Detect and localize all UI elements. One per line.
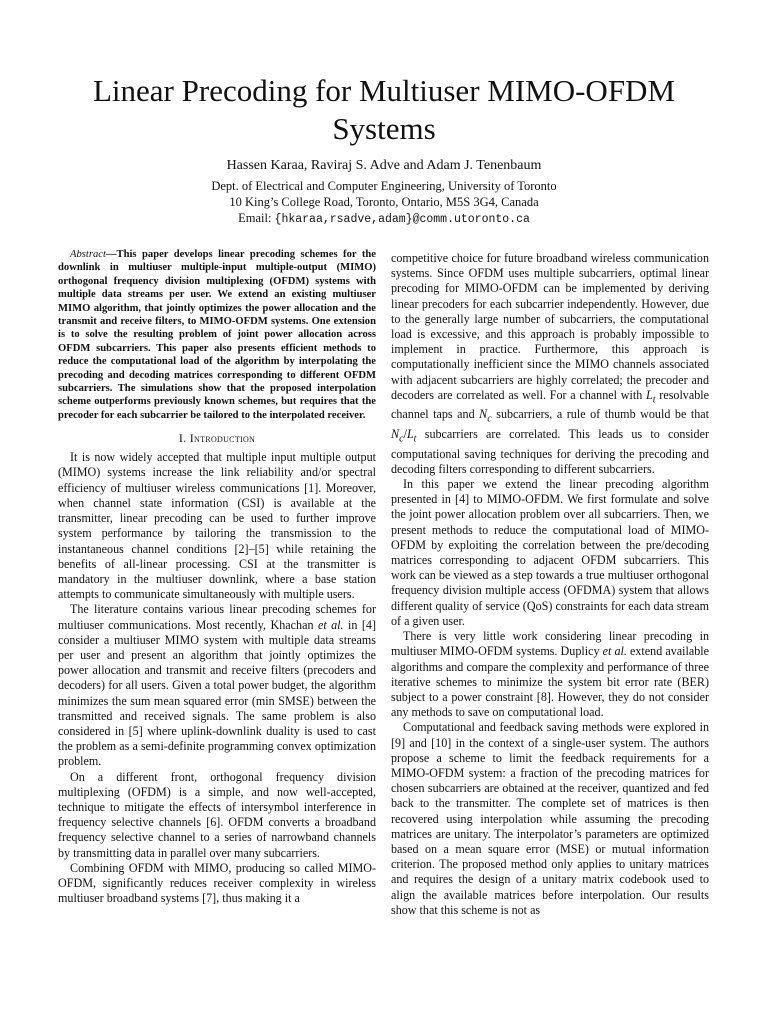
affiliation-department: Dept. of Electrical and Computer Engineering, University of Toronto [211,179,557,193]
paragraph [58,602,376,769]
text-run: subcarriers are correlated. This leads us to consider computational saving techniques for deriving the precoding and decoding filters corresponding to different subcarriers. [391,427,709,476]
paragraph: Combining OFDM with MIMO, producing so called MIMO-OFDM, significantly reduces receiver complexity in wireless multiuser broadband systems [7], thus making it a [58,860,376,906]
paragraph [391,251,709,477]
math-sub-t: t [413,433,417,445]
text-run: resolvable channel taps and [391,387,709,422]
left-column [58,248,376,906]
affiliation-address: 10 King’s College Road, Toronto, Ontario, M5S 3G4, Canada [229,195,539,209]
abstract [58,248,376,422]
paragraph [391,629,709,720]
section-heading-introduction: I. Introduction [178,431,256,446]
et-al: et al. [317,617,344,632]
author-list: Hassen Karaa, Raviraj S. Adve and Adam J. Tenenbaum [226,158,542,173]
abstract-dash: — [105,249,117,260]
math-slash: / [403,427,407,442]
paragraph: In this paper we extend the linear precoding algorithm presented in [4] to MIMO-OFDM. We first formulate and solve the joint power allocation problem over all subcarriers. Then, we present methods to reduce the computational load of MIMO-OFDM by exploiting the correlation between the pre/decoding matrices corresponding to adjacent OFDM subcarriers. This work can be viewed as a step towards a true multiuser orthogonal frequency division multiple access (OFDMA) system that allows different quality of service (QoS) constraints for each data stream of a given user. [391,477,709,628]
text-run: competitive choice for future broadband wireless communication systems. Since OFDM uses multiple subcarriers, optimal linear precoding for MIMO-OFDM can be implemented by deriving linear precoders for each subcarrier independently. However, due to the generally large number of subcarriers, the computational load is excessive, and this approach is probably impossible to implement in practice. Furthermore, this approach is computationally inefficient since the MIMO channels associated with adjacent subcarriers are highly correlated; the precoder and decoders are correlated as well. For a channel with [391,251,709,402]
text-run: in [4] consider a multiuser MIMO system with multiple data streams per user and present an algorithm that jointly optimizes the power allocation and transmit and receive filters (precoders and decoders) for all users. Given a total power budget, the algorithm minimizes the sum mean squared error (min SMSE) between the transmitted and received signals. The same problem is also considered in [5] where uplink-downlink duality is used to cast the problem as a semi-definite programming convex optimization problem. [58,617,376,769]
math-sub-c: c [399,433,404,445]
math-L: L [646,387,653,402]
text-run: extend available algorithms and compare the complexity and performance of three iterative schemes to minimize the system bit error rate (BER) subject to a power constraint [8]. However, they do not consider any methods to save on computational load. [391,644,709,720]
text-run: The literature contains various linear precoding schemes for multiuser communications. Most recently, Khachan [58,602,376,632]
email-address: {hkaraa,rsadve,adam}@comm.utoronto.ca [274,213,530,226]
paper-title: Linear Precoding for Multiuser MIMO-OFDM Systems [92,73,676,146]
right-column [391,251,709,918]
math-sub-c: c [487,413,492,425]
paragraph: Computational and feedback saving methods were explored in [9] and [10] in the context of a single-user system. The authors propose a scheme to limit the feedback requirements for a MIMO-OFDM system: a fraction of the precoding matrices for chosen subcarriers are obtained at the receiver, quantized and fed back to the transmitter. The complete set of matrices is then recovered using interpolation while assuming the precoding matrices are unitary. The interpolator’s parameters are optimized based on a mean square error (MSE) or mutual information criterion. The proposed method only applies to unitary matrices and requires the design of a unitary matrix codebook used to align the available matrices before interpolation. Our results show that this scheme is not as [391,720,709,917]
email-label: Email: [238,211,275,225]
text-run: There is very little work considering linear precoding in multiuser MIMO-OFDM systems. Duplicy [391,629,709,659]
abstract-label: Abstract [70,249,106,260]
author-email [60,210,708,228]
math-N: N [391,427,400,442]
paragraph: It is now widely accepted that multiple input multiple output (MIMO) systems increase the link reliability and/or spectral efficiency of multiuser wireless communications [1]. Moreover, when channel state information (CSI) is available at the transmitter, linear precoding can be used to further improve system performance by tailoring the transmission to the instantaneous channel conditions [2]–[5] while retaining the benefits of all-linear processing. CSI at the transmitter is mandatory in the multiuser downlink, where a base station attempts to communicate simultaneously with multiple users. [58,450,376,602]
text-run: subcarriers, a rule of thumb would be that [491,407,709,422]
math-N: N [479,407,488,422]
paragraph: On a different front, orthogonal frequency division multiplexing (OFDM) is a simple, and now well-accepted, technique to mitigate the effects of intersymbol interference in frequency selective channels [6]. OFDM converts a broadband frequency selective channel to a series of narrowband channels by transmitting data in parallel over many subcarriers. [58,769,376,860]
et-al: et al. [602,644,627,659]
abstract-text: This paper develops linear precoding schemes for the downlink in multiuser multiple-input multiple-output (MIMO) orthogonal frequency division multiplexing (OFDM) systems with multiple data streams per user. We extend an existing multiuser MIMO algorithm, that jointly optimizes the power allocation and the transmit and receive filters, to MIMO-OFDM systems. One extension is to solve the resulting problem of joint power allocation across OFDM subcarriers. This paper also presents efficient methods to reduce the computational load of the algorithm by interpolating the precoding and decoding matrices corresponding to different OFDM subcarriers. The simulations show that the proposed interpolation scheme outperforms previously known schemes, but requires that the precoder for each subcarrier be tailored to the interpolated receiver. [58,249,376,421]
math-sub-t: t [652,394,656,406]
math-L: L [406,427,414,442]
